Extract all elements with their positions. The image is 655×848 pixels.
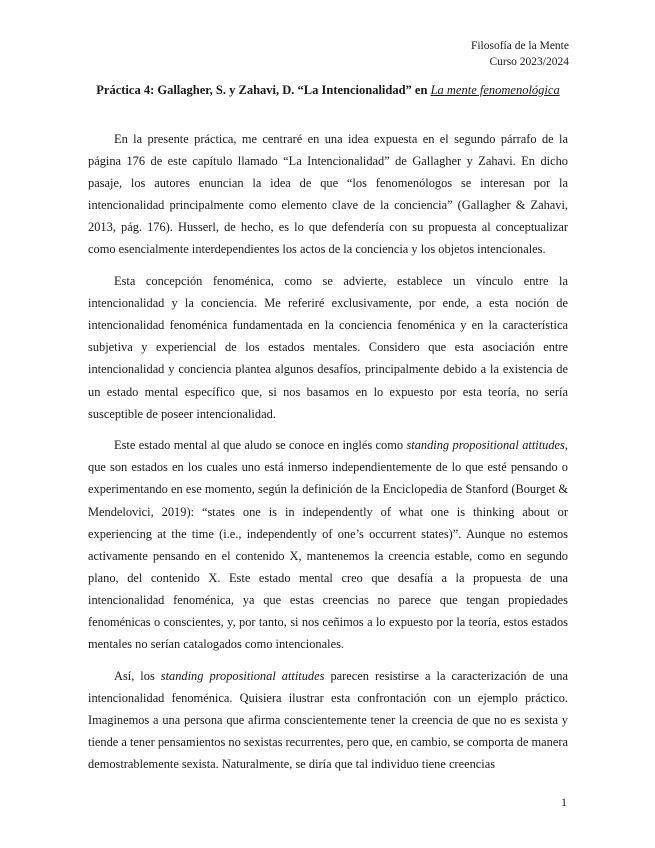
paragraph-2: Esta concepción fenoménica, como se advierte, establece un vínculo entre la intencionalidad y la conciencia. Me referiré exclusivamente, por ende, a esta noción de intencionalidad fenoménica fundamentada en la conciencia fenoménica y en la característica subjetiva y experiencial de los estados mentales. Considero que esta asociación entre intencionalidad y conciencia plantea algunos desafíos, principalmente debido a la existencia de un estado mental específico que, si nos basamos en lo expuesto por esta teoría, no sería susceptible de poseer intencionalidad. [88,274,568,421]
paragraph-3 [88,434,568,655]
paragraph-3-rest: , que son estados en los cuales uno está inmerso independientemente de lo que esté pensando o experimentando en ese momento, según la definición de la Enciclopedia de Stanford (Bourget & Mendelovici, 2019): “states one is in independently of what one is thinking about or experiencing at the time (i.e., independently of one’s occurrent states)”. Aunque no estemos activamente pensando en el contenido X, mantenemos la creencia estable, como en segundo plano, del contenido X. Este estado mental creo que desafía a la propuesta de una intencionalidad fenoménica, ya que estas creencias no parece que tengan propiedades fenoménicas o conscientes, y, por tanto, si nos ceñimos a lo expuesto por la teoría, estos estados mentales no serían catalogados como intencionales. [88,438,568,652]
paragraph-4 [88,665,568,775]
title-book-link[interactable]: La mente fenomenológica [430,83,560,97]
document-body [88,128,568,785]
header-course-year: Curso 2023/2024 [489,56,569,68]
paragraph-3-intro: Este estado mental al que aludo se conoce en inglés como [114,438,407,453]
page-number: 1 [561,795,567,809]
title-text: Práctica 4: Gallagher, S. y Zahavi, D. “La Intencionalidad” en [96,83,431,97]
paragraph-4-intro: Así, los [114,668,161,683]
page-header [471,38,569,70]
paragraph-4-rest: parecen resistirse a la caracterización de una intencionalidad fenoménica. Quisiera ilustrar esta confrontación con un ejemplo práctico. Imaginemos a una persona que afirma conscientemente tener la creencia de que no es sexista y tiende a tener pensamientos no sexistas recurrentes, pero que, en cambio, se comporta de manera demostrablemente sexista. Naturalmente, se diría que tal individuo tiene creencias [88,668,568,772]
header-course-name: Filosofía de la Mente [470,40,569,52]
document-title [88,79,568,101]
paragraph-1: En la presente práctica, me centraré en una idea expuesta en el segundo párrafo de la página 176 de este capítulo llamado “La Intencionalidad” de Gallagher y Zahavi. En dicho pasaje, los autores enuncian la idea de que “los fenomenólogos se interesan por la intencionalidad principalmente como elemento clave de la conciencia” (Gallagher & Zahavi, 2013, pág. 176). Husserl, de hecho, es lo que defendería con su propuesta al conceptualizar como esencialmente interdependientes los actos de la conciencia y los objetos intencionales. [88,132,568,257]
paragraph-3-term: standing propositional attitudes [406,438,565,453]
paragraph-4-term: standing propositional attitudes [160,668,325,683]
